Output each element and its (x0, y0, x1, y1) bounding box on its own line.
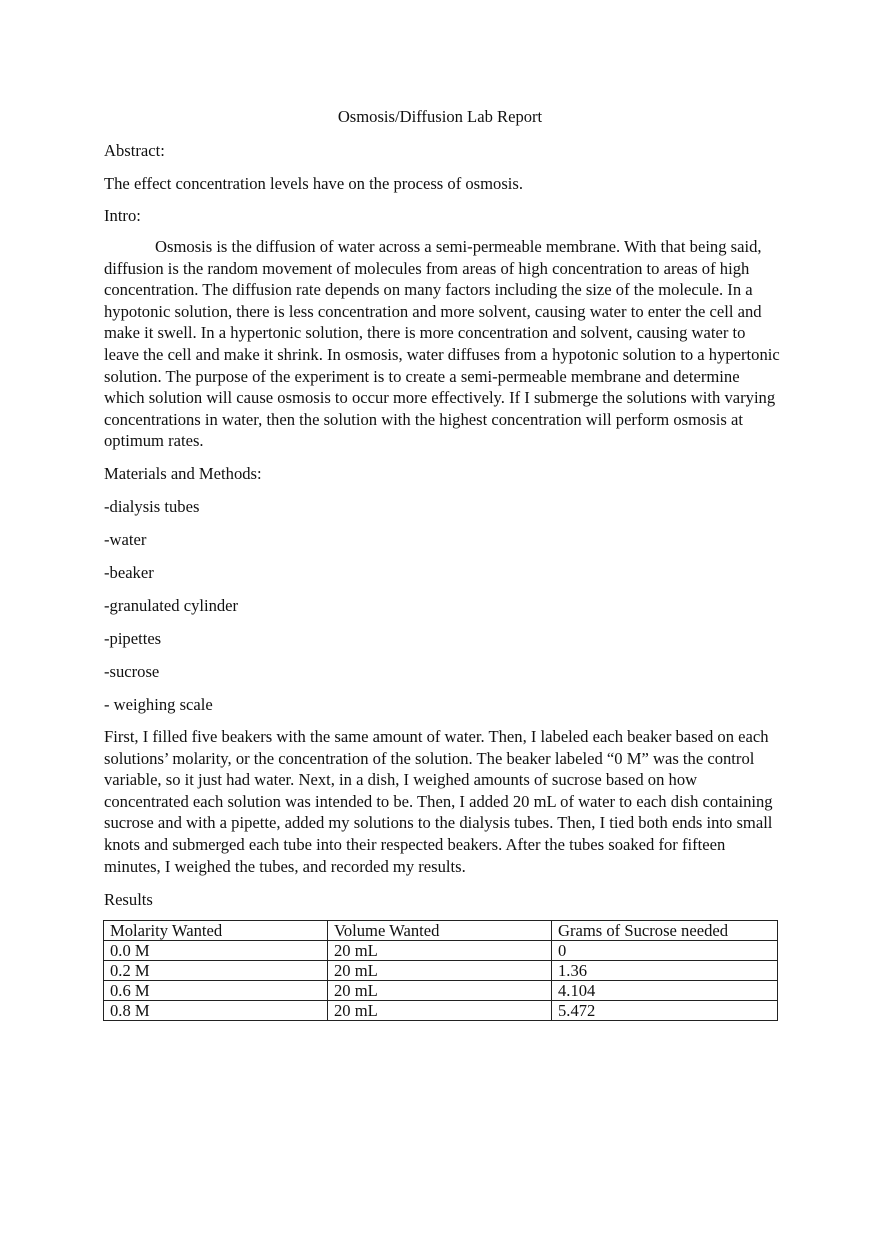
abstract-text: The effect concentration levels have on the process of osmosis. (104, 174, 524, 193)
table-cell: 1.36 (552, 961, 778, 981)
table-cell: 20 mL (328, 1001, 552, 1021)
materials-item: -dialysis tubes (104, 497, 200, 516)
table-cell: 0.0 M (104, 941, 328, 961)
column-header: Molarity Wanted (104, 921, 328, 941)
materials-item: -pipettes (104, 629, 162, 648)
column-header: Grams of Sucrose needed (552, 921, 778, 941)
column-header: Volume Wanted (328, 921, 552, 941)
methods-heading: Materials and Methods: (104, 464, 262, 483)
table-cell: 0.8 M (104, 1001, 328, 1021)
table-cell: 20 mL (328, 941, 552, 961)
table-cell: 5.472 (552, 1001, 778, 1021)
abstract-heading: Abstract: (104, 141, 165, 160)
table-header-row (104, 921, 778, 941)
table-cell: 0 (552, 941, 778, 961)
table-cell: 4.104 (552, 981, 778, 1001)
materials-item: -water (104, 530, 147, 549)
procedure-paragraph: First, I filled five beakers with the same amount of water. Then, I labeled each beaker based on each solutions’ molarity, or the concentration of the solution. The beaker labeled “0 M” was the control variable, so it just had water. Next, in a dish, I weighed amounts of sucrose based on how concentrated each solution was intended to be. Then, I added 20 mL of water to each dish containing sucrose and with a pipette, added my solutions to the dialysis tubes. Then, I tied both ends into small knots and submerged each tube into their respected beakers. After the tubes soaked for fifteen minutes, I weighed the tubes, and recorded my results. (104, 727, 773, 876)
materials-item: - weighing scale (104, 695, 213, 714)
intro-text: Osmosis is the diffusion of water across a semi-permeable membrane. With that being said, diffusion is the random movement of molecules from areas of high concentration to areas of high concentration. The diffusion rate depends on many factors including the size of the molecule. In a hypotonic solution, there is less concentration and more solvent, causing water to enter the cell and make it swell. In a hypertonic solution, there is more concentration and solvent, causing water to leave the cell and make it shrink. In osmosis, water diffuses from a hypotonic solution to a hypertonic solution. The purpose of the experiment is to create a semi-permeable membrane and determine which solution will cause osmosis to occur more effectively. If I submerge the solutions with varying concentrations in water, then the solution with the highest concentration will perform osmosis at optimum rates. (104, 237, 780, 451)
table-row (104, 981, 778, 1001)
table-cell: 0.6 M (104, 981, 328, 1001)
table-row (104, 961, 778, 981)
intro-paragraph (104, 236, 780, 452)
table-cell: 20 mL (328, 981, 552, 1001)
table-row (104, 1001, 778, 1021)
materials-item: -granulated cylinder (104, 596, 239, 615)
table-cell: 20 mL (328, 961, 552, 981)
intro-heading: Intro: (104, 206, 141, 225)
page-title: Osmosis/Diffusion Lab Report (337, 107, 543, 126)
results-heading: Results (104, 890, 153, 909)
materials-item: -sucrose (104, 662, 160, 681)
materials-item: -beaker (104, 563, 154, 582)
results-table (103, 920, 778, 1021)
table-row (104, 941, 778, 961)
table-cell: 0.2 M (104, 961, 328, 981)
